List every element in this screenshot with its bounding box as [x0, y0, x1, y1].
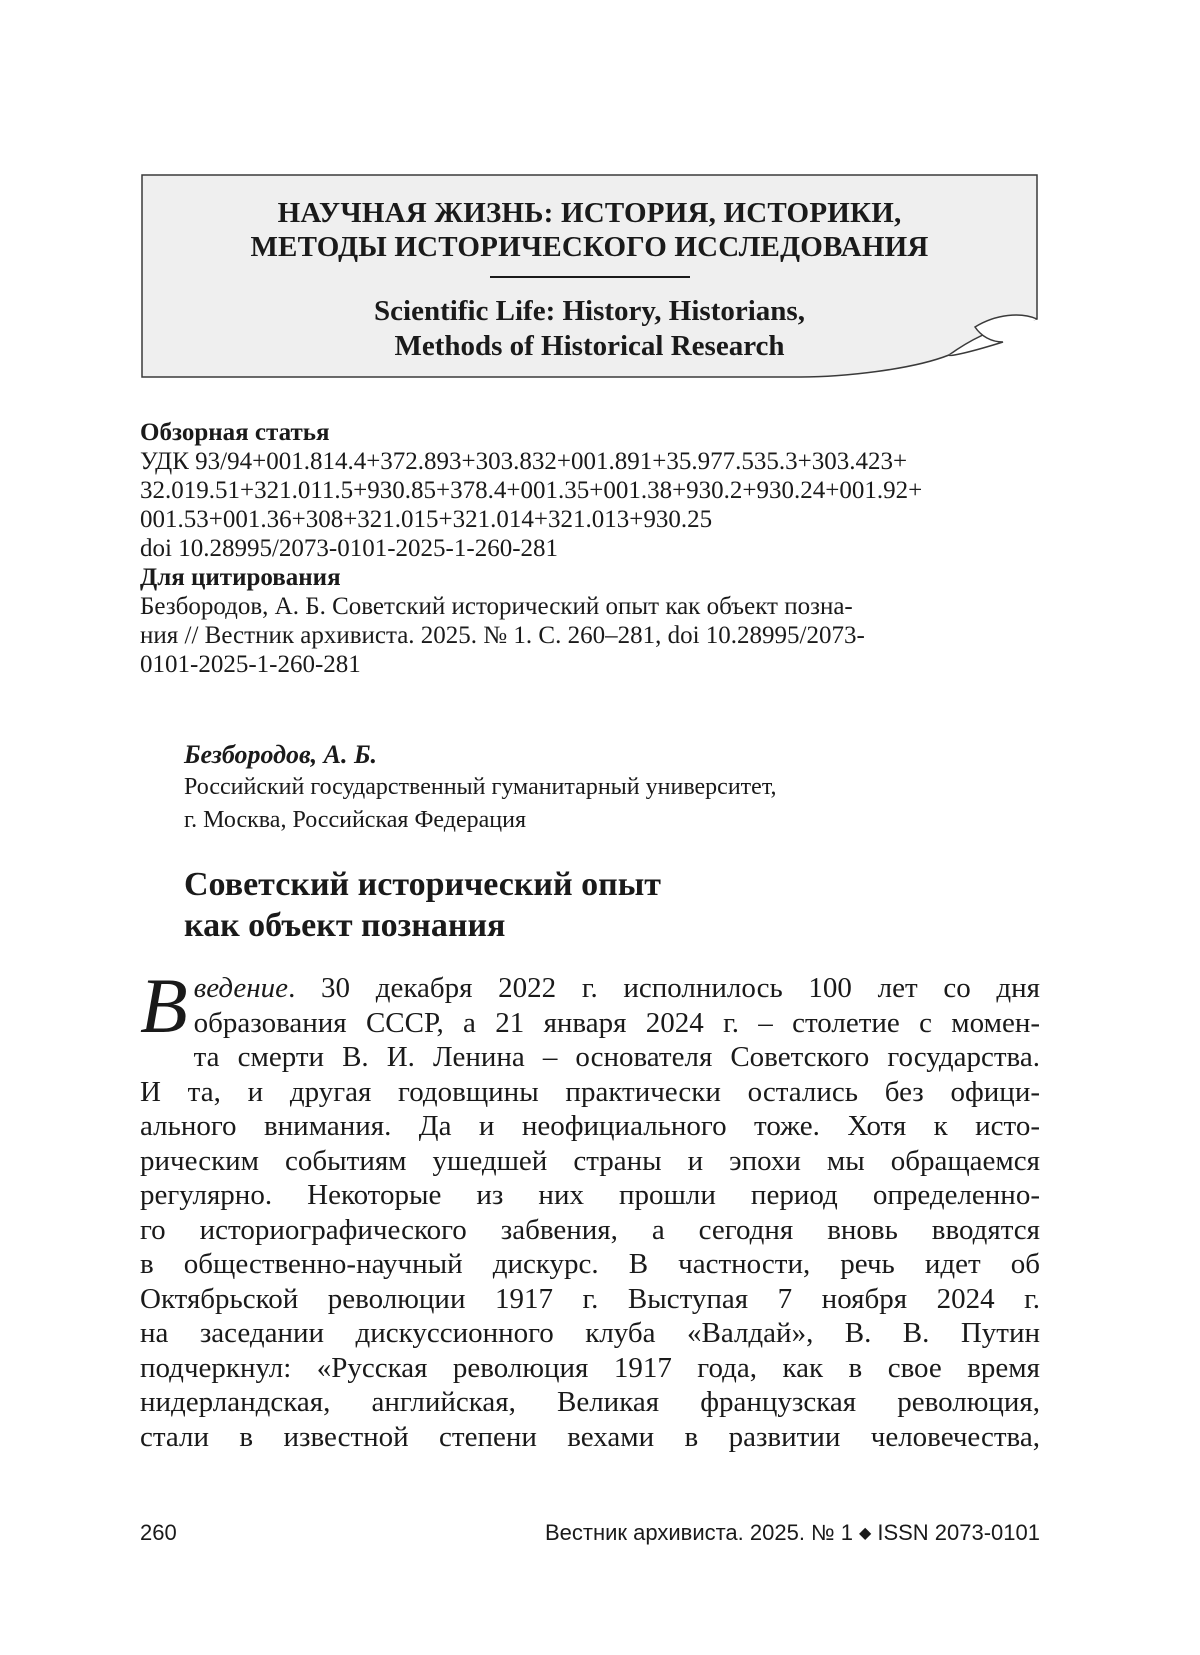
page-number: 260 [140, 1520, 177, 1545]
affiliation-line: г. Москва, Российская Федерация [184, 807, 526, 833]
udc-line: 32.019.51+321.011.5+930.85+378.4+001.35+001.38+930.2+930.24+001.92+ [140, 477, 923, 504]
citation-line: 0101-2025-1-260-281 [140, 651, 361, 678]
udc-line: 001.53+001.36+308+321.015+321.014+321.013+930.25 [140, 506, 713, 533]
rubric-title-en-line2: Methods of Historical Research [394, 330, 785, 362]
article-type: Обзорная статья [140, 419, 330, 446]
article-title-line: Советский исторический опыт [184, 866, 661, 903]
issn: ISSN 2073-0101 [877, 1520, 1040, 1545]
article-title-line: как объект познания [184, 907, 506, 944]
affiliation-line: Российский государственный гуманитарный университет, [184, 774, 777, 800]
rubric-title-en-line1: Scientific Life: History, Historians, [374, 295, 805, 327]
body-line: рическим событиям ушедшей страны и эпохи мы обращаемся [140, 1144, 1040, 1177]
author-name: Безбородов, А. Б. [184, 740, 378, 769]
citation-label: Для цитирования [140, 564, 341, 591]
citation-line: Безбородов, А. Б. Советский исторический опыт как объект позна- [140, 593, 853, 620]
rubric-box [141, 174, 1038, 378]
article-meta [140, 418, 1040, 679]
udc-line: УДК 93/94+001.814.4+372.893+303.832+001.891+35.977.535.3+303.423+ [140, 448, 908, 475]
body-line: нидерландская, английская, Великая французская революция, [140, 1386, 1040, 1418]
article-title [184, 864, 1044, 946]
body-line: го историографического забвения, а сегодня вновь вводятся [140, 1213, 1040, 1246]
body-line: регулярно. Некоторые из них прошли период определенно- [140, 1179, 1040, 1211]
rubric-title-ru-line2: МЕТОДЫ ИСТОРИЧЕСКОГО ИССЛЕДОВАНИЯ [250, 231, 929, 263]
intro-word: ведение [193, 972, 289, 1004]
journal-name: Вестник архивиста. 2025. № 1 [544, 1520, 854, 1545]
doi: doi 10.28995/2073-0101-2025-1-260-281 [140, 535, 559, 562]
body-line: И та, и другая годовщины практически остались без офици- [140, 1075, 1040, 1108]
body-line: подчеркнул: «Русская революция 1917 года, как в свое время [140, 1351, 1040, 1384]
article-body [140, 962, 1040, 1454]
body-line-text: . 30 декабря 2022 г. исполнилось 100 лет со дня [288, 972, 1040, 1004]
body-line: в общественно-научный дискурс. В частности, речь идет об [140, 1248, 1040, 1280]
body-line: та смерти В. И. Ленина – основателя Советского государства. [193, 1041, 1040, 1073]
journal-info [545, 1520, 1040, 1547]
body-line: на заседании дискуссионного клуба «Валдай», В. В. Путин [140, 1317, 1040, 1349]
body-line: Октябрьской революции 1917 г. Выступая 7 ноября 2024 г. [140, 1282, 1040, 1315]
rubric-divider [490, 276, 690, 278]
body-line: стали в известной степени вехами в развитии человечества, [140, 1420, 1040, 1453]
rubric-title-ru-line1: НАУЧНАЯ ЖИЗНЬ: ИСТОРИЯ, ИСТОРИКИ, [277, 197, 902, 229]
drop-cap: В [140, 962, 188, 1049]
body-line: образования СССР, а 21 января 2024 г. – столетие с момен- [193, 1006, 1040, 1039]
diamond-icon: ◆ [859, 1525, 872, 1542]
body-line [140, 971, 1040, 1006]
citation-line: ния // Вестник архивиста. 2025. № 1. С. 260–281, doi 10.28995/2073- [140, 622, 865, 649]
author-block [184, 738, 1044, 837]
body-line: ального внимания. Да и неофициального тоже. Хотя к исто- [140, 1110, 1040, 1142]
